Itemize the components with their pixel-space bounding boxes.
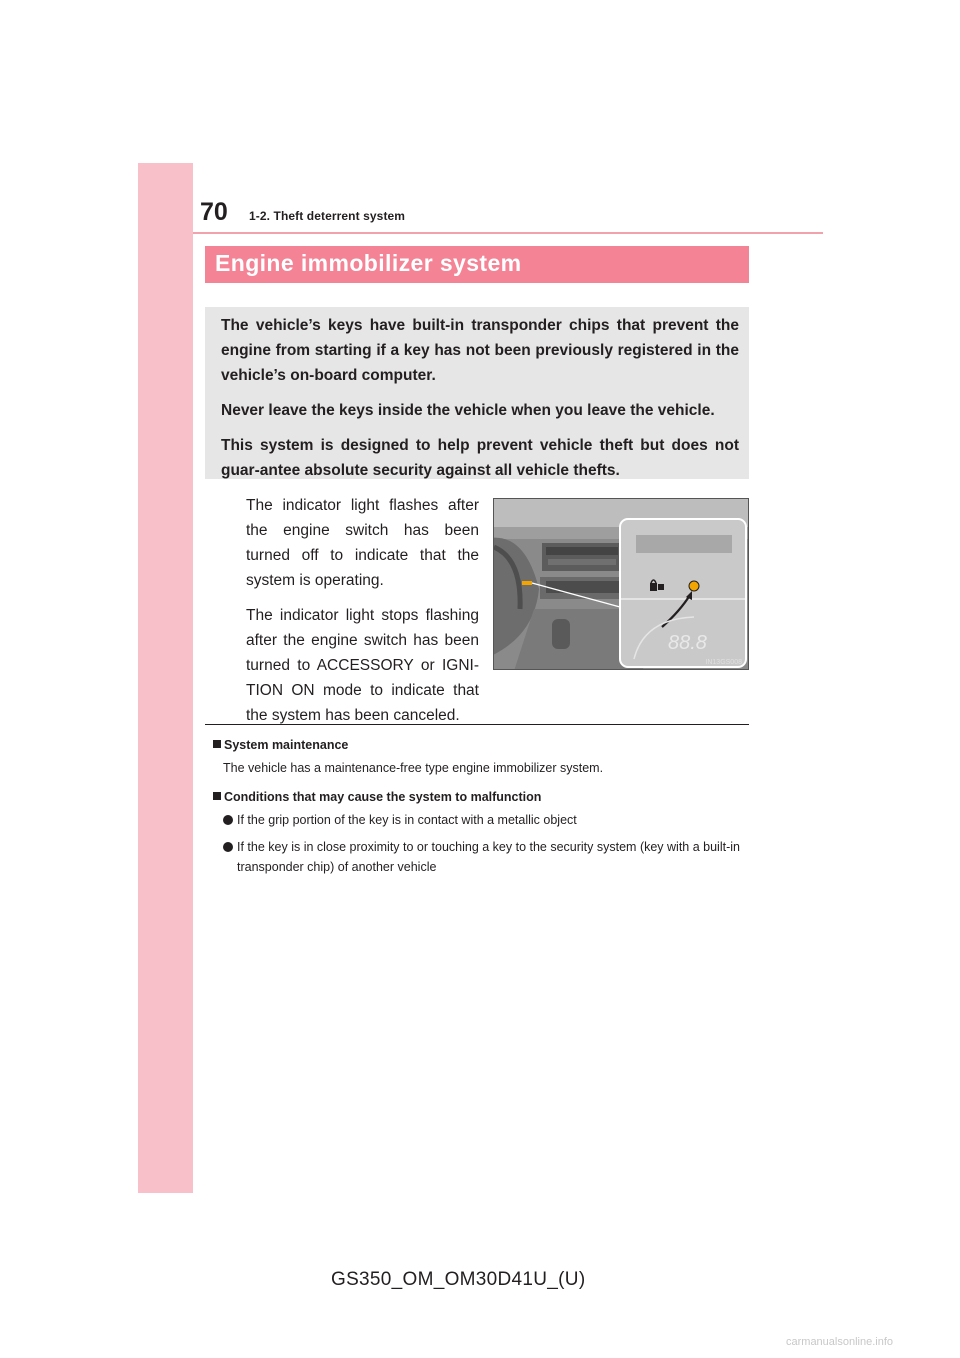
intro-paragraph-2: Never leave the keys inside the vehicle when you leave the vehicle.: [221, 402, 715, 419]
body-text: [246, 493, 479, 738]
header-rule: [193, 232, 823, 234]
notes-divider: [205, 724, 749, 725]
note-malfunction: [213, 790, 753, 877]
note-heading: Conditions that may cause the system to malfunction: [213, 790, 753, 804]
dashboard-drawing: [494, 499, 749, 670]
square-bullet-icon: [213, 792, 221, 800]
indicator-light: [689, 581, 699, 591]
note-maintenance: [213, 738, 753, 779]
note-text: The vehicle has a maintenance-free type engine immobilizer system.: [223, 761, 604, 775]
bullet-icon: [223, 842, 233, 852]
note-heading: System maintenance: [213, 738, 753, 752]
page-number: 70: [200, 198, 228, 226]
display-readout: 88.8: [668, 632, 707, 654]
section-label: 1-2. Theft deterrent system: [249, 209, 406, 223]
list-item: If the grip portion of the key is in contact with a metallic object: [213, 810, 753, 830]
square-bullet-icon: [213, 740, 221, 748]
intro-paragraph-1: The vehicle’s keys have built-in transponder chips that prevent the engine from starting if a key has not been previously registered in the vehicle’s on-board computer.: [221, 317, 739, 384]
document-code: GS350_OM_OM30D41U_(U): [331, 1269, 586, 1290]
dashboard-illustration: [493, 498, 749, 670]
intro-paragraph-3: This system is designed to help prevent vehicle theft but does not guar-antee absolute security against all vehicle thefts.: [221, 437, 739, 479]
list-item: If the key is in close proximity to or touching a key to the security system (key with a built-in transponder chip) of another vehicle: [213, 837, 752, 877]
title-bar: [205, 246, 749, 283]
intro-box: [205, 307, 749, 479]
watermark: carmanualsonline.info: [786, 1336, 894, 1348]
body-paragraph-1: The indicator light flashes after the engine switch has been turned off to indicate that the system is operating.: [246, 497, 479, 589]
side-band: [138, 163, 193, 1193]
figure-code: IN13GS008: [705, 659, 742, 666]
page-title: Engine immobilizer system: [215, 250, 522, 276]
bullet-icon: [223, 815, 233, 825]
body-paragraph-2: The indicator light stops flashing after the engine switch has been turned to ACCESSORY or IGNI-TION ON mode to indicate that the system has been canceled.: [246, 607, 479, 724]
